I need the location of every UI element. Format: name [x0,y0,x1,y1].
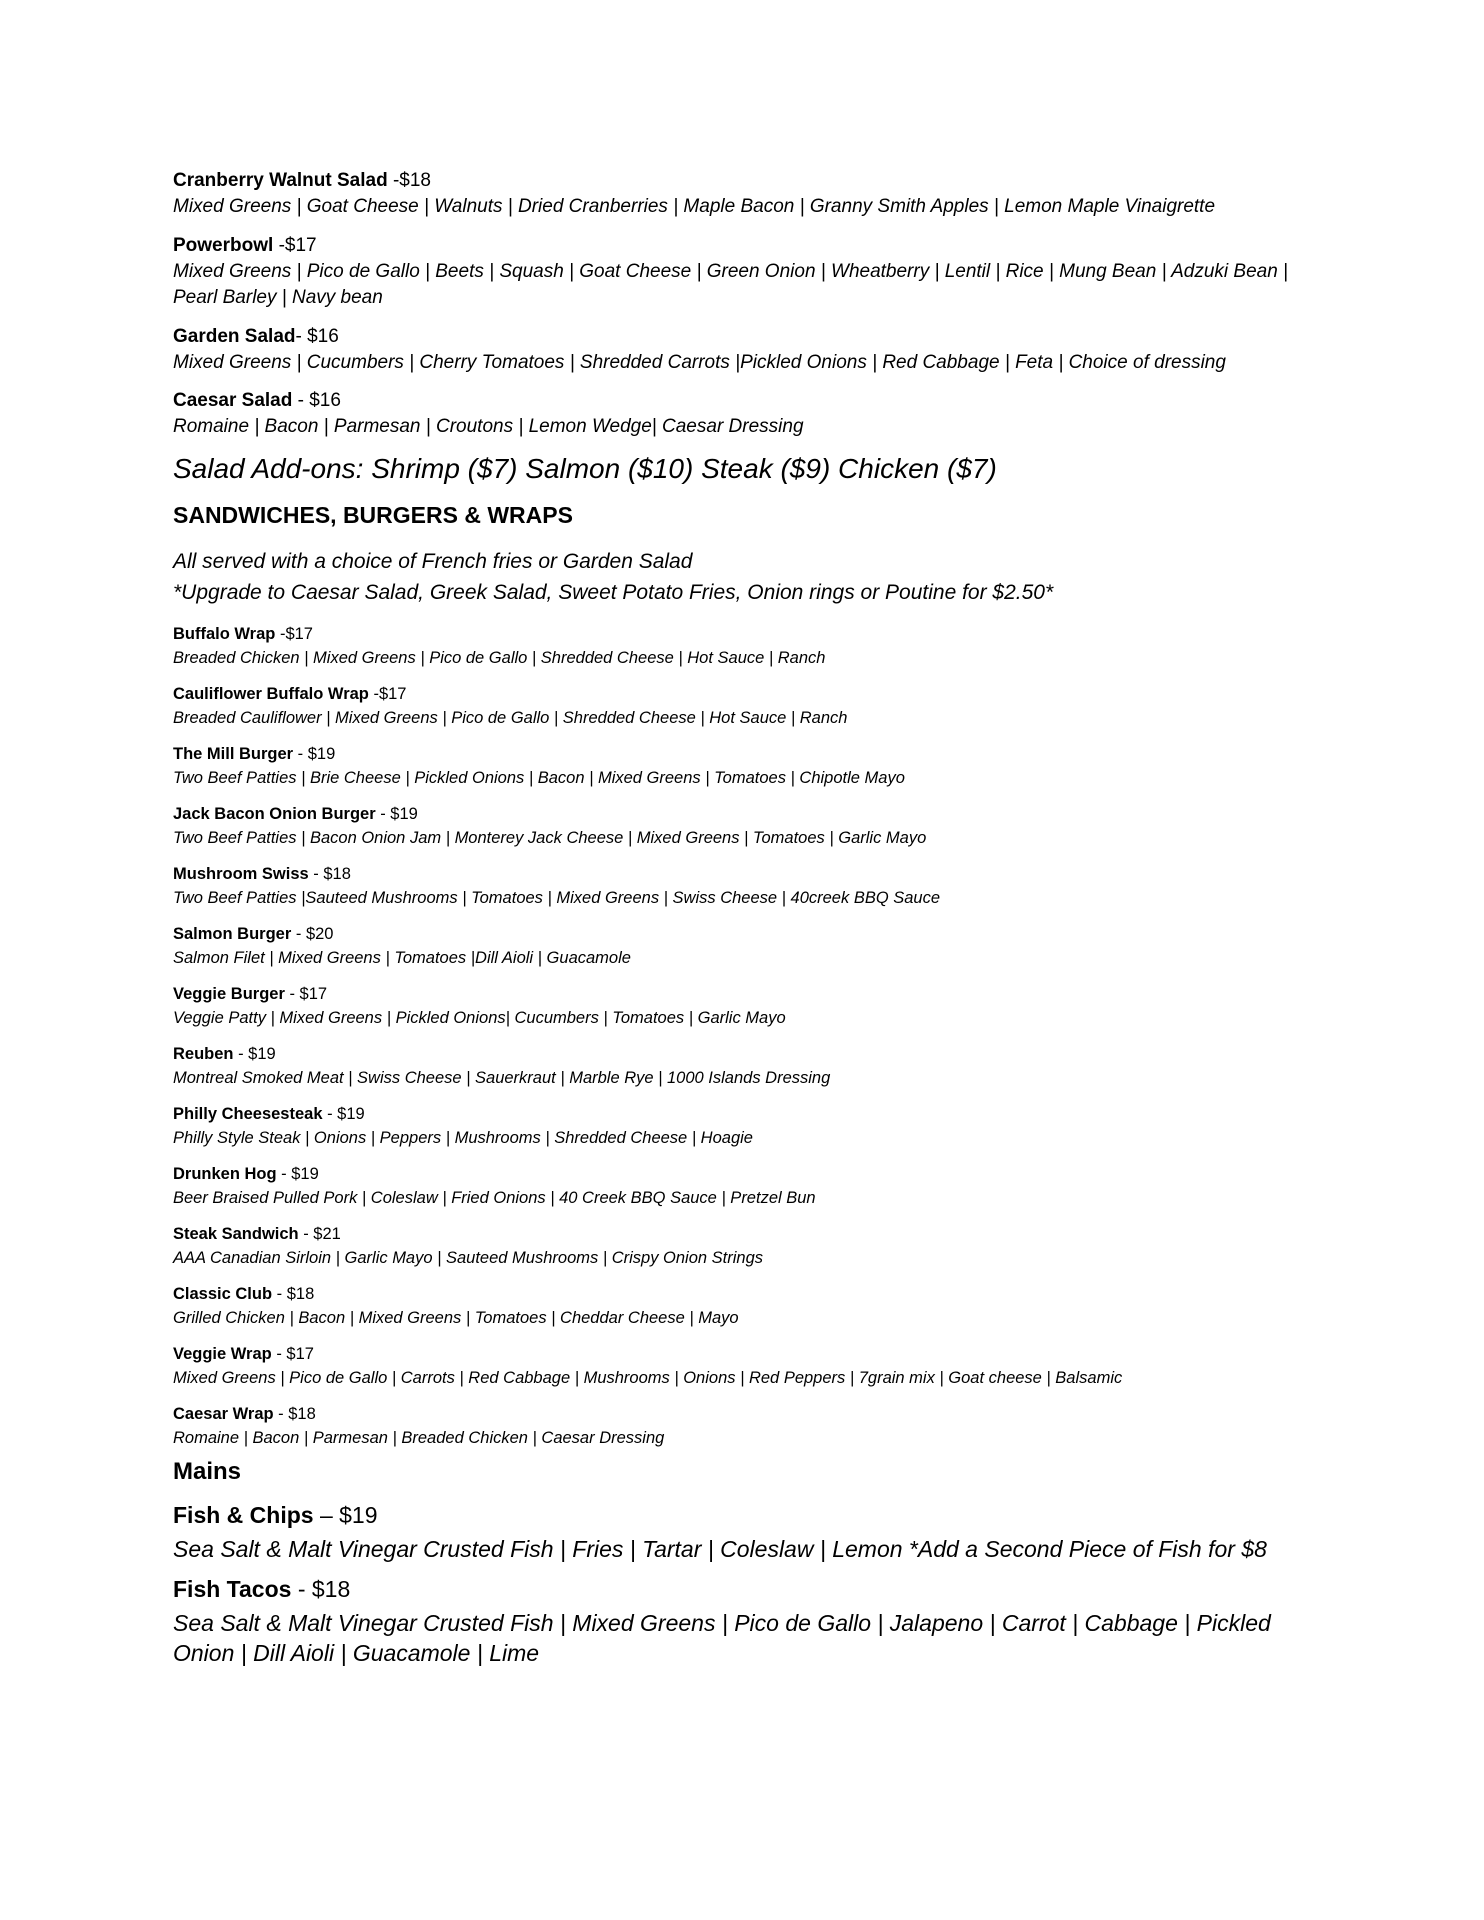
sandwiches-upgrade-note: *Upgrade to Caesar Salad, Greek Salad, Sweet Potato Fries, Onion rings or Poutine for $2.50* [173,581,1054,604]
menu-item-title [173,168,431,194]
item-name: Mushroom Swiss [173,865,309,883]
item-description: Beer Braised Pulled Pork | Coleslaw | Fried Onions | 40 Creek BBQ Sauce | Pretzel Bun [173,1189,816,1207]
menu-item-title [173,1403,316,1425]
menu-item-title [173,1043,276,1065]
menu-item-title [173,803,418,825]
menu-item-title [173,1163,319,1185]
item-price: - $19 [293,745,336,763]
item-price: – $19 [313,1502,378,1528]
item-price: - $17 [284,985,328,1003]
item-price: -$18 [387,170,431,191]
item-description: Montreal Smoked Meat | Swiss Cheese | Sauerkraut | Marble Rye | 1000 Islands Dressing [173,1069,831,1087]
item-description: Philly Style Steak | Onions | Peppers | Mushrooms | Shredded Cheese | Hoagie [173,1129,753,1147]
item-description: Veggie Patty | Mixed Greens | Pickled Onions| Cucumbers | Tomatoes | Garlic Mayo [173,1009,786,1027]
item-name: Drunken Hog [173,1165,277,1183]
item-description: Sea Salt & Malt Vinegar Crusted Fish | Mixed Greens | Pico de Gallo | Jalapeno | Carrot | Cabbage | Pickled Onion | Dill Aioli | Guacamole | Lime [173,1610,1271,1666]
item-description: Mixed Greens | Pico de Gallo | Beets | Squash | Goat Cheese | Green Onion | Wheatberry | Lentil | Rice | Mung Bean | Adzuki Bean | Pearl Barley | Navy bean [173,261,1288,308]
item-description: Romaine | Bacon | Parmesan | Croutons | Lemon Wedge| Caesar Dressing [173,416,804,437]
item-name: Steak Sandwich [173,1225,299,1243]
item-description: Two Beef Patties | Bacon Onion Jam | Monterey Jack Cheese | Mixed Greens | Tomatoes | Garlic Mayo [173,829,927,847]
section-heading-mains: Mains [173,1458,242,1485]
item-name: Salmon Burger [173,925,292,943]
item-name: Caesar Wrap [173,1405,274,1423]
item-price: - $18 [273,1405,316,1423]
item-description: Grilled Chicken | Bacon | Mixed Greens | Tomatoes | Cheddar Cheese | Mayo [173,1309,739,1327]
item-price: - $18 [308,865,351,883]
item-name: Buffalo Wrap [173,625,276,643]
item-price: - $21 [298,1225,341,1243]
item-price: - $16 [292,390,341,411]
item-description: Romaine | Bacon | Parmesan | Breaded Chicken | Caesar Dressing [173,1429,665,1447]
item-name: Jack Bacon Onion Burger [173,805,376,823]
item-name: Cauliflower Buffalo Wrap [173,685,369,703]
menu-item-title [173,983,327,1005]
item-price: - $18 [291,1576,351,1602]
item-name: Philly Cheesesteak [173,1105,323,1123]
item-name: Fish Tacos [173,1576,292,1602]
item-description: Salmon Filet | Mixed Greens | Tomatoes |Dill Aioli | Guacamole [173,949,631,967]
menu-item-title [173,388,341,414]
item-price: - $18 [272,1285,315,1303]
menu-item-title [173,1223,341,1245]
menu-item-title [173,1500,378,1530]
item-description: Breaded Cauliflower | Mixed Greens | Pico de Gallo | Shredded Cheese | Hot Sauce | Ranch [173,709,848,727]
menu-item-title [173,1103,365,1125]
item-description: AAA Canadian Sirloin | Garlic Mayo | Sauteed Mushrooms | Crispy Onion Strings [173,1249,763,1267]
menu-item-title [173,623,313,645]
item-name: Reuben [173,1045,234,1063]
item-description: Sea Salt & Malt Vinegar Crusted Fish | Fries | Tartar | Coleslaw | Lemon *Add a Second Piece of Fish for $8 [173,1536,1267,1562]
item-name: Veggie Burger [173,985,285,1003]
menu-item-title [173,683,406,705]
item-price: - $19 [276,1165,319,1183]
menu-item-title [173,743,335,765]
item-description: Mixed Greens | Goat Cheese | Walnuts | Dried Cranberries | Maple Bacon | Granny Smith Apples | Lemon Maple Vinaigrette [173,196,1216,217]
sandwiches-intro-line: All served with a choice of French fries or Garden Salad [173,550,693,573]
item-name: Fish & Chips [173,1502,314,1528]
item-name: Classic Club [173,1285,273,1303]
item-description: Two Beef Patties | Brie Cheese | Pickled Onions | Bacon | Mixed Greens | Tomatoes | Chipotle Mayo [173,769,905,787]
item-price: -$17 [368,685,407,703]
item-price: - $20 [291,925,334,943]
menu-item-title [173,324,339,350]
item-price: -$17 [273,235,317,256]
menu-item-title [173,863,351,885]
item-description: Mixed Greens | Pico de Gallo | Carrots | Red Cabbage | Mushrooms | Onions | Red Peppers | 7grain mix | Goat cheese | Balsamic [173,1369,1123,1387]
item-price: - $19 [322,1105,365,1123]
item-price: - $19 [375,805,418,823]
menu-item-title [173,1343,314,1365]
item-description: Mixed Greens | Cucumbers | Cherry Tomatoes | Shredded Carrots |Pickled Onions | Red Cabbage | Feta | Choice of dressing [173,352,1226,373]
item-name: Veggie Wrap [173,1345,272,1363]
section-heading-sandwiches: SANDWICHES, BURGERS & WRAPS [173,502,573,528]
salad-addons: Salad Add-ons: Shrimp ($7) Salmon ($10) Steak ($9) Chicken ($7) [173,453,997,484]
menu-item-title [173,923,333,945]
item-price: - $17 [271,1345,314,1363]
menu-item-title [173,1283,314,1305]
item-price: - $16 [295,326,339,347]
item-name: The Mill Burger [173,745,294,763]
item-name: Caesar Salad [173,390,293,411]
item-name: Powerbowl [173,235,274,256]
item-description: Two Beef Patties |Sauteed Mushrooms | Tomatoes | Mixed Greens | Swiss Cheese | 40creek BBQ Sauce [173,889,941,907]
menu-item-title [173,233,317,259]
item-price: - $19 [233,1045,276,1063]
item-price: -$17 [275,625,313,643]
item-name: Cranberry Walnut Salad [173,170,388,191]
item-description: Breaded Chicken | Mixed Greens | Pico de Gallo | Shredded Cheese | Hot Sauce | Ranch [173,649,826,667]
item-name: Garden Salad [173,326,296,347]
menu-item-title [173,1574,350,1604]
